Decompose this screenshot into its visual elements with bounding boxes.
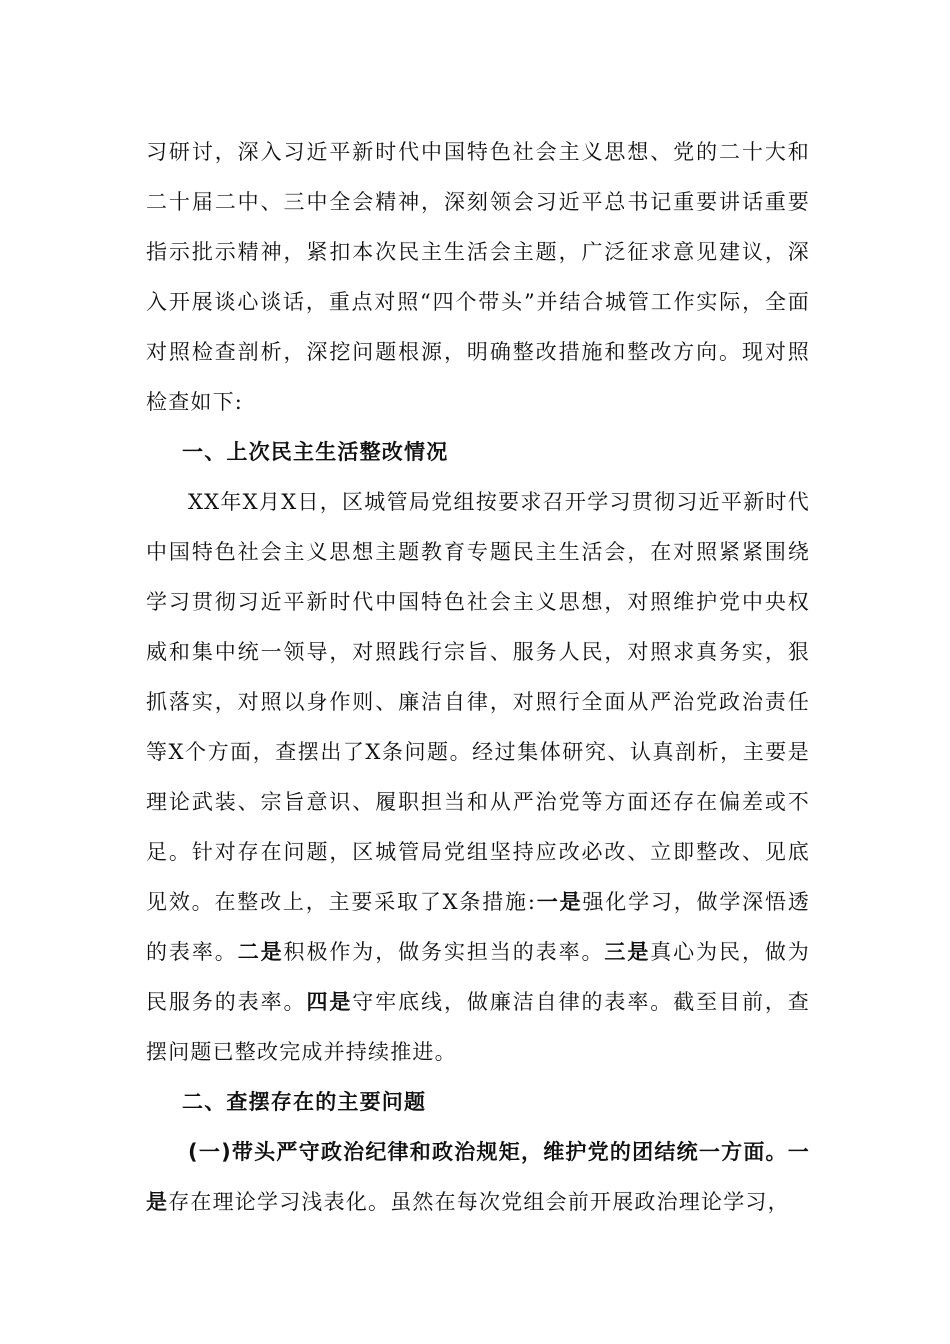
section-1-paragraph (146, 477, 810, 1077)
section-1-heading: 一、上次民主生活整改情况 (182, 440, 449, 464)
measure-3-label: 三是 (604, 940, 651, 964)
intro-paragraph (146, 127, 810, 427)
measure-2-label: 二是 (237, 940, 284, 964)
intro-text: 习研讨，深入习近平新时代中国特色社会主义思想、党的二十大和二十届二中、三中全会精神，深刻领会习近平总书记重要讲话重要指示批示精神，紧扣本次民主生活会主题，广泛征求意见建议，深入开展谈心谈话，重点对照“四个带头”并结合城管工作实际，全面对照检查剖析，深挖问题根源，明确整改措施和整改方向。现对照检查如下: (146, 140, 810, 414)
document-body (146, 127, 810, 1227)
measure-1-label: 一是 (536, 890, 583, 914)
measure-4-label: 四是 (306, 990, 353, 1014)
measure-4-text: 守牢底线，做廉洁自律的表率。截至目前，查摆问题已整改完成并持续推进。 (146, 990, 810, 1064)
measure-3-text: 真心为民，做为民服务的表率。 (146, 940, 810, 1014)
measure-2-text: 积极作为，做务实担当的表率。 (283, 940, 605, 964)
section-1-text: XX年X月X日，区城管局党组按要求召开学习贯彻习近平新时代中国特色社会主义思想主题教育专题民主生活会，在对照紧紧围绕学习贯彻习近平新时代中国特色社会主义思想，对照维护党中央权威和集中统一领导，对照践行宗旨、服务人民，对照求真务实，狠抓落实，对照以身作则、廉洁自律，对照行全面从严治党政治责任等X个方面，查摆出了X条问题。经过集体研究、认真剖析，主要是理论武装、宗旨意识、履职担当和从严治党等方面还存在偏差或不足。针对存在问题，区城管局党组坚持应改必改、立即整改、见底见效。在整改上，主要采取了X条措施: (146, 490, 810, 914)
item-1-text: 存在理论学习浅表化。虽然在每次党组会前开展政治理论学习， (168, 1190, 790, 1214)
section-2-subheading: (一)带头严守政治纪律和政治规矩，维护党的团结统一方面。 (188, 1140, 788, 1164)
section-2-paragraph (146, 1127, 810, 1227)
section-2-heading: 二、查摆存在的主要问题 (182, 1090, 427, 1114)
measure-1-text: 强化学习，做学深悟透的表率。 (146, 890, 811, 964)
item-1-label: 一是 (146, 1140, 810, 1214)
